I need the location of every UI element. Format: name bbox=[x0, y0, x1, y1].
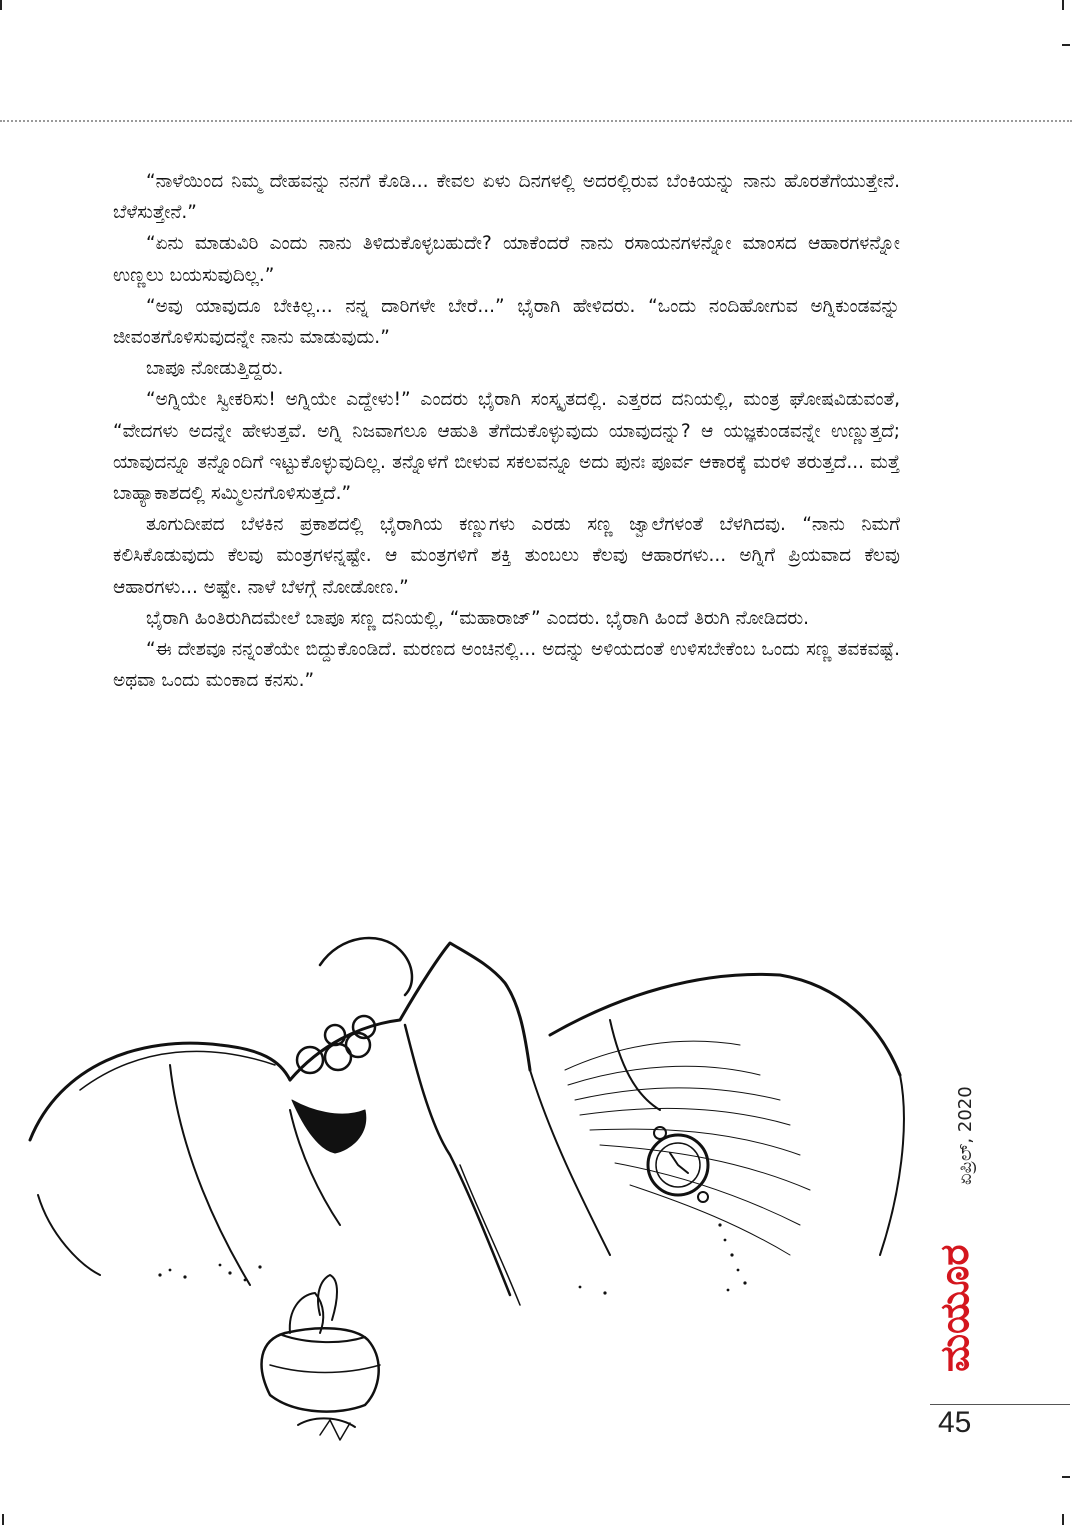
paragraph: ಬಾಪೂ ನೋಡುತ್ತಿದ್ದರು. bbox=[146, 358, 284, 380]
crop-mark bbox=[1062, 0, 1064, 10]
ink-illustration bbox=[20, 895, 920, 1455]
paragraph: “ನಾಳೆಯಿಂದ ನಿಮ್ಮ ದೇಹವನ್ನು ನನಗೆ ಕೊಡಿ... ಕೇವಲ ಏಳು ದಿನಗಳಲ್ಲಿ ಅದರಲ್ಲಿರುವ ಬೆಂಕಿಯನ್ನು ನಾನು ಹೊರತೆಗೆಯುತ್ತೇನೆ. ಬೆಳೆಸುತ್ತೇನೆ.” bbox=[113, 171, 900, 224]
paragraph: “ಅವು ಯಾವುದೂ ಬೇಕಿಲ್ಲ... ನನ್ನ ದಾರಿಗಳೇ ಬೇರೆ...” ಭೈರಾಗಿ ಹೇಳಿದರು. “ಒಂದು ನಂದಿಹೋಗುವ ಅಗ್ನಿಕುಂಡವನ್ನು ಜೀವಂತಗೊಳಿಸುವುದನ್ನೇ ನಾನು ಮಾಡುವುದು.” bbox=[113, 295, 900, 349]
crop-mark bbox=[1062, 44, 1070, 46]
page-number-rule bbox=[930, 1404, 1070, 1405]
crop-mark bbox=[0, 0, 2, 10]
crop-mark bbox=[1062, 1476, 1070, 1478]
crop-mark bbox=[2, 1514, 4, 1525]
paragraph: “ಅಗ್ನಿಯೇ ಸ್ವೀಕರಿಸು! ಅಗ್ನಿಯೇ ಎದ್ದೇಳು!” ಎಂದರು ಭೈರಾಗಿ ಸಂಸ್ಕೃತದಲ್ಲಿ. ಎತ್ತರದ ದನಿಯಲ್ಲಿ, ಮಂತ್ರ ಘೋಷವಿಡುವಂತೆ, “ವೇದಗಳು ಅದನ್ನೇ ಹೇಳುತ್ತವೆ. ಅಗ್ನಿ ನಿಜವಾಗಲೂ ಆಹುತಿ ತೆಗೆದುಕೊಳ್ಳುವುದು ಯಾವುದನ್ನು? ಆ ಯಜ್ಞಕುಂಡವನ್ನೇ ಉಣ್ಣುತ್ತದೆ; ಯಾವುದನ್ನೂ ತನ್ನೊಂದಿಗೆ ಇಟ್ಟುಕೊಳ್ಳುವುದಿಲ್ಲ. ತನ್ನೊಳಗೆ ಬೀಳುವ ಸಕಲವನ್ನೂ ಅದು ಪುನಃ ಪೂರ್ವ ಆಕಾರಕ್ಕೆ ಮರಳಿ ತರುತ್ತದೆ... ಮತ್ತೆ ಬಾಹ್ಯಾಕಾಶದಲ್ಲಿ ಸಮ್ಮಿಲನಗೊಳಿಸುತ್ತದೆ.” bbox=[113, 389, 900, 505]
paragraph: “ಈ ದೇಶವೂ ನನ್ನಂತೆಯೇ ಬಿದ್ದುಕೊಂಡಿದೆ. ಮರಣದ ಅಂಚಿನಲ್ಲಿ... ಅದನ್ನು ಅಳಿಯದಂತೆ ಉಳಿಸಬೇಕೆಂಬ ಒಂದು ಸಣ್ಣ ತವಕವಷ್ಟೆ. ಅಥವಾ ಒಂದು ಮಂಕಾದ ಕನಸು.” bbox=[113, 639, 900, 692]
article-body bbox=[113, 166, 900, 696]
page-number: 45 bbox=[938, 1406, 972, 1439]
paragraph: ತೂಗುದೀಪದ ಬೆಳಕಿನ ಪ್ರಕಾಶದಲ್ಲಿ ಭೈರಾಗಿಯ ಕಣ್ಣುಗಳು ಎರಡು ಸಣ್ಣ ಜ್ವಾಲೆಗಳಂತೆ ಬೆಳಗಿದವು. “ನಾನು ನಿಮಗೆ ಕಲಿಸಿಕೊಡುವುದು ಕೆಲವು ಮಂತ್ರಗಳನ್ನಷ್ಟೇ. ಆ ಮಂತ್ರಗಳಿಗೆ ಶಕ್ತಿ ತುಂಬಲು ಕೆಲವು ಆಹಾರಗಳು... ಅಗ್ನಿಗೆ ಪ್ರಿಯವಾದ ಕೆಲವು ಆಹಾರಗಳು... ಅಷ್ಟೇ. ನಾಳೆ ಬೆಳಗ್ಗೆ ನೋಡೋಣ.” bbox=[113, 514, 900, 598]
paragraph: ಭೈರಾಗಿ ಹಿಂತಿರುಗಿದಮೇಲೆ ಬಾಪೂ ಸಣ್ಣ ದನಿಯಲ್ಲಿ, “ಮಹಾರಾಜ್” ಎಂದರು. ಭೈರಾಗಿ ಹಿಂದೆ ತಿರುಗಿ ನೋಡಿದರು. bbox=[146, 607, 809, 629]
crop-mark bbox=[1062, 1514, 1064, 1525]
magazine-logo: ಮಯೂರ bbox=[932, 1244, 978, 1372]
paragraph: “ಏನು ಮಾಡುವಿರಿ ಎಂದು ನಾನು ತಿಳಿದುಕೊಳ್ಳಬಹುದೇ? ಯಾಕೆಂದರೆ ನಾನು ರಸಾಯನಗಳನ್ನೋ ಮಾಂಸದ ಆಹಾರಗಳನ್ನೋ ಉಣ್ಣಲು ಬಯಸುವುದಿಲ್ಲ.” bbox=[113, 233, 900, 286]
header-dotted-rule bbox=[0, 120, 1072, 122]
issue-date: ಏಪ್ರಿಲ್, 2020 bbox=[955, 1086, 976, 1185]
